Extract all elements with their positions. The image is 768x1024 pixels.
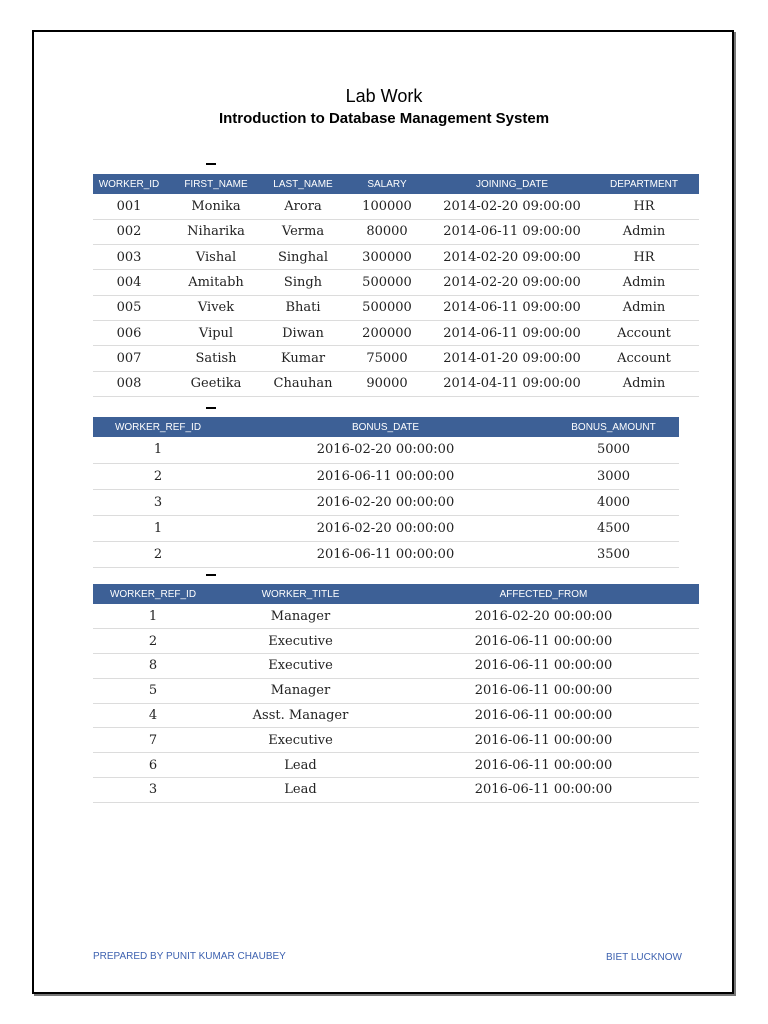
table-cell: 1 — [93, 437, 223, 463]
table-cell: 80000 — [339, 219, 435, 244]
table-row — [93, 703, 699, 728]
table-cell: Amitabh — [165, 270, 267, 295]
table-cell: 3 — [93, 778, 213, 803]
table-cell: 2014-06-11 09:00:00 — [435, 295, 589, 320]
table-cell: Account — [589, 346, 699, 371]
column-header: WORKER_REF_ID — [93, 584, 213, 604]
table-cell: Monika — [165, 194, 267, 219]
table-cell: 2014-02-20 09:00:00 — [435, 270, 589, 295]
table-cell: 2016-02-20 00:00:00 — [223, 437, 548, 463]
table-cell: 2016-06-11 00:00:00 — [223, 463, 548, 489]
column-header: SALARY — [339, 174, 435, 194]
column-header: WORKER_ID — [93, 174, 165, 194]
worker-table-body — [93, 194, 699, 396]
table-cell: HR — [589, 194, 699, 219]
table-cell: HR — [589, 245, 699, 270]
table-cell: Executive — [213, 654, 388, 679]
table-cell: 2016-06-11 00:00:00 — [223, 541, 548, 567]
table-cell: Geetika — [165, 371, 267, 396]
table-cell: Chauhan — [267, 371, 339, 396]
table-row — [93, 219, 699, 244]
column-header: DEPARTMENT — [589, 174, 699, 194]
table-cell: 2 — [93, 629, 213, 654]
table-cell: Vivek — [165, 295, 267, 320]
bonus-table-header — [93, 417, 679, 437]
table-cell: 4500 — [548, 515, 679, 541]
table-cell: 2016-06-11 00:00:00 — [388, 753, 699, 778]
dash-mark — [206, 407, 216, 409]
table-cell: 2014-01-20 09:00:00 — [435, 346, 589, 371]
table-cell: Executive — [213, 629, 388, 654]
table-row — [93, 753, 699, 778]
table-cell: 1 — [93, 604, 213, 629]
table-cell: 001 — [93, 194, 165, 219]
dash-mark — [206, 163, 216, 165]
table-row — [93, 270, 699, 295]
page-subtitle: Introduction to Database Management System — [218, 110, 550, 127]
table-cell: 2016-02-20 00:00:00 — [223, 489, 548, 515]
table-cell: Niharika — [165, 219, 267, 244]
table-cell: 6 — [93, 753, 213, 778]
table-cell: 2016-06-11 00:00:00 — [388, 703, 699, 728]
table-row — [93, 778, 699, 803]
table-cell: Bhati — [267, 295, 339, 320]
table-cell: 006 — [93, 320, 165, 345]
table-row — [93, 541, 679, 567]
table-cell: Manager — [213, 678, 388, 703]
table-row — [93, 346, 699, 371]
table-row — [93, 515, 679, 541]
column-header: FIRST_NAME — [165, 174, 267, 194]
table-cell: 2016-06-11 00:00:00 — [388, 654, 699, 679]
table-cell: 75000 — [339, 346, 435, 371]
table-cell: 3 — [93, 489, 223, 515]
table-row — [93, 604, 699, 629]
table-cell: 4 — [93, 703, 213, 728]
worker-table-header — [93, 174, 699, 194]
table-row — [93, 678, 699, 703]
table-cell: 2014-06-11 09:00:00 — [435, 320, 589, 345]
table-cell: Asst. Manager — [213, 703, 388, 728]
table-row — [93, 437, 679, 463]
table-cell: Admin — [589, 219, 699, 244]
table-cell: 500000 — [339, 270, 435, 295]
column-header: BONUS_DATE — [223, 417, 548, 437]
table-row — [93, 194, 699, 219]
table-cell: 8 — [93, 654, 213, 679]
footer-institute: BIET LUCKNOW — [606, 952, 682, 963]
table-row — [93, 489, 679, 515]
table-cell: 2014-04-11 09:00:00 — [435, 371, 589, 396]
column-header: LAST_NAME — [267, 174, 339, 194]
title-table-body — [93, 604, 699, 802]
table-cell: Diwan — [267, 320, 339, 345]
table-cell: 200000 — [339, 320, 435, 345]
footer-author: PREPARED BY PUNIT KUMAR CHAUBEY — [93, 951, 286, 962]
bonus-table-body — [93, 437, 679, 567]
table-row — [93, 371, 699, 396]
table-cell: 7 — [93, 728, 213, 753]
table-cell: Admin — [589, 295, 699, 320]
table-cell: 300000 — [339, 245, 435, 270]
table-cell: Kumar — [267, 346, 339, 371]
table-cell: 5000 — [548, 437, 679, 463]
table-cell: Executive — [213, 728, 388, 753]
table-cell: 5 — [93, 678, 213, 703]
table-row — [93, 629, 699, 654]
table-cell: 002 — [93, 219, 165, 244]
table-row — [93, 295, 699, 320]
table-cell: 4000 — [548, 489, 679, 515]
table-cell: 005 — [93, 295, 165, 320]
table-cell: 2014-02-20 09:00:00 — [435, 194, 589, 219]
table-cell: 1 — [93, 515, 223, 541]
table-cell: 008 — [93, 371, 165, 396]
table-cell: 2 — [93, 463, 223, 489]
table-cell: 2016-06-11 00:00:00 — [388, 728, 699, 753]
table-row — [93, 654, 699, 679]
table-cell: Vishal — [165, 245, 267, 270]
table-row — [93, 728, 699, 753]
table-cell: Satish — [165, 346, 267, 371]
table-cell: 2016-02-20 00:00:00 — [223, 515, 548, 541]
table-cell: Vipul — [165, 320, 267, 345]
table-cell: 90000 — [339, 371, 435, 396]
table-cell: 004 — [93, 270, 165, 295]
worker-table — [93, 174, 699, 397]
column-header: WORKER_TITLE — [213, 584, 388, 604]
table-cell: Admin — [589, 270, 699, 295]
column-header: BONUS_AMOUNT — [548, 417, 679, 437]
table-cell: 3500 — [548, 541, 679, 567]
table-cell: 003 — [93, 245, 165, 270]
table-cell: 500000 — [339, 295, 435, 320]
title-table — [93, 584, 699, 803]
table-cell: 2014-06-11 09:00:00 — [435, 219, 589, 244]
bonus-table — [93, 417, 679, 568]
column-header: JOINING_DATE — [435, 174, 589, 194]
table-cell: 2016-06-11 00:00:00 — [388, 778, 699, 803]
table-row — [93, 320, 699, 345]
table-cell: Lead — [213, 753, 388, 778]
table-cell: Verma — [267, 219, 339, 244]
table-cell: 2016-06-11 00:00:00 — [388, 629, 699, 654]
table-cell: 2016-06-11 00:00:00 — [388, 678, 699, 703]
title-table-header — [93, 584, 699, 604]
column-header: WORKER_REF_ID — [93, 417, 223, 437]
table-cell: Admin — [589, 371, 699, 396]
page-title: Lab Work — [345, 86, 423, 106]
table-cell: 007 — [93, 346, 165, 371]
table-cell: 2014-02-20 09:00:00 — [435, 245, 589, 270]
table-cell: 100000 — [339, 194, 435, 219]
column-header: AFFECTED_FROM — [388, 584, 699, 604]
table-row — [93, 463, 679, 489]
table-row — [93, 245, 699, 270]
table-cell: Manager — [213, 604, 388, 629]
table-cell: Arora — [267, 194, 339, 219]
table-cell: Singh — [267, 270, 339, 295]
table-cell: Lead — [213, 778, 388, 803]
table-cell: 3000 — [548, 463, 679, 489]
table-cell: Account — [589, 320, 699, 345]
table-cell: 2 — [93, 541, 223, 567]
table-cell: 2016-02-20 00:00:00 — [388, 604, 699, 629]
table-cell: Singhal — [267, 245, 339, 270]
dash-mark — [206, 574, 216, 576]
